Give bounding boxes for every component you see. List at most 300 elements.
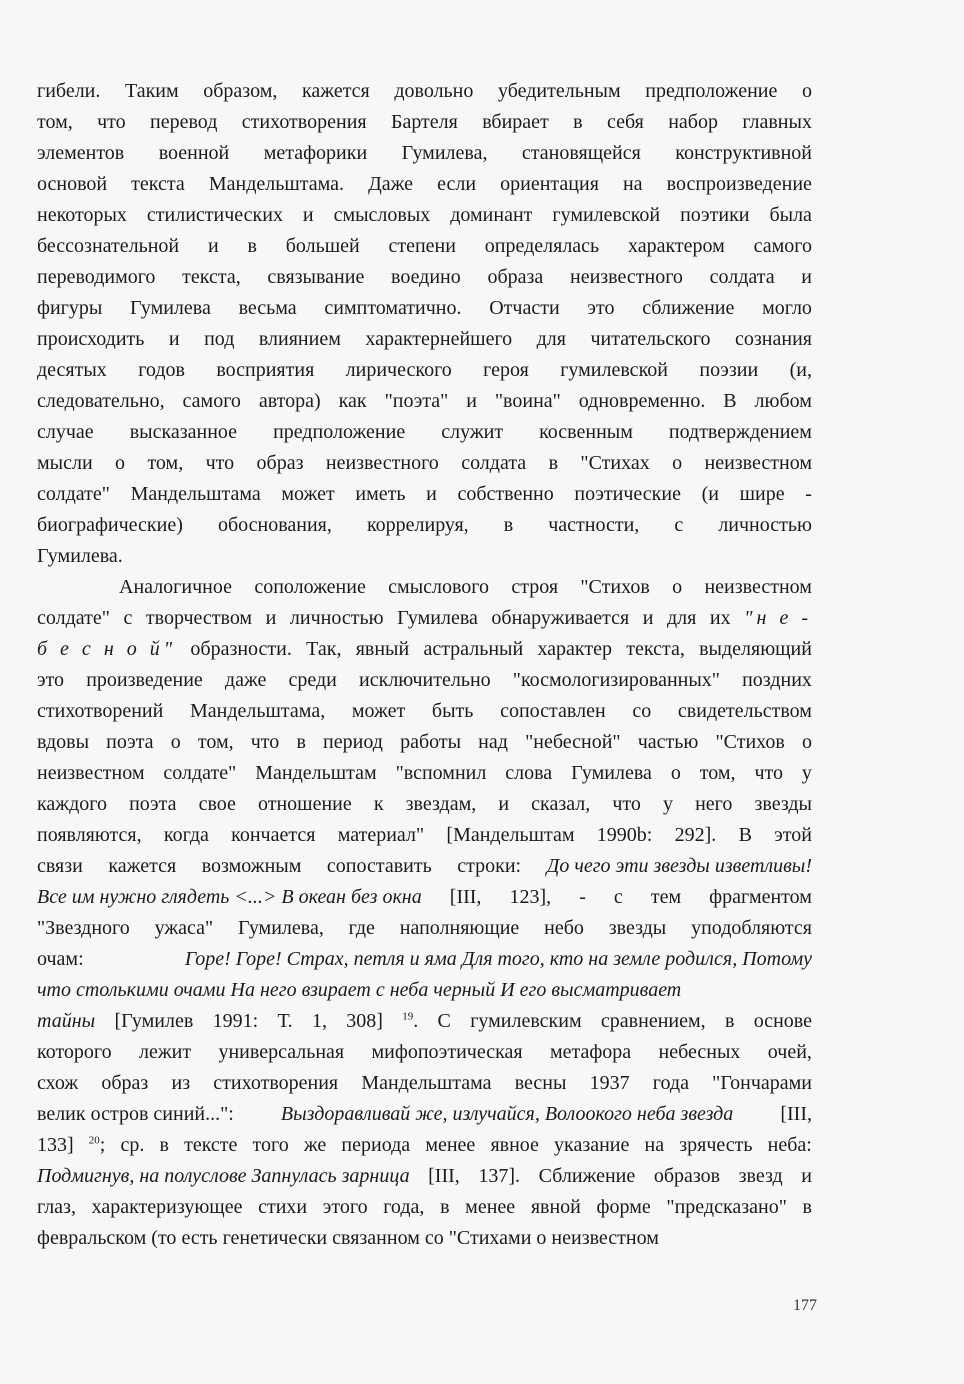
word: "Стихах [580,452,650,474]
word: основе [753,1010,812,1032]
word: тексте [184,1134,238,1156]
text-line [37,324,812,355]
word: том, [699,762,736,784]
word: Мандельштама, [190,700,326,722]
word: переводимого [37,266,156,288]
word: вдовы [37,731,90,753]
word: Гумилева [571,762,652,784]
word: в [503,514,514,536]
word: В [738,824,752,846]
word: восприятия [216,359,315,381]
word: 1990b: [596,824,653,846]
word: фигуры [37,297,103,319]
word: мысли [37,452,93,474]
word: Гумилева, [401,142,488,164]
word: и [168,328,180,350]
word: характером [627,235,725,257]
word: неизвестном [704,576,812,598]
word: среди [288,669,337,691]
text-line [37,355,812,386]
text-line [37,231,812,262]
text-line [37,913,812,944]
word: явное [490,1134,539,1156]
word: в [159,1134,169,1156]
word: иметь [355,483,406,505]
word: Все им нужно глядеть <...> В океан без окна [37,886,422,908]
text-line [37,1037,812,1068]
word: кончается [231,824,316,846]
word: и [801,266,812,288]
word: сопоставлен [500,700,606,722]
text-line [37,510,812,541]
word: весьма [238,297,297,319]
word: Сближение [538,1165,636,1187]
word: воедино [391,266,461,288]
word: о [672,576,683,598]
word: звезды [608,917,667,939]
word: гумилевским [470,1010,582,1032]
word: периода [341,1134,411,1156]
word: (то [151,1227,177,1249]
word: Гумилева, [238,917,324,939]
word: того [252,1134,289,1156]
word: "Стихов [715,731,785,753]
word: это [37,669,65,691]
word: материал" [337,824,425,846]
text-line [37,1192,812,1223]
text-line [37,603,812,634]
word: же [303,1134,327,1156]
word: как [338,390,367,412]
word: образом, [203,80,278,102]
word: 1991: [212,1010,259,1032]
word: этой [774,824,812,846]
word: над [478,731,508,753]
word: года, [383,1196,425,1218]
word: характернейшего [365,328,513,350]
word: поэзии [699,359,759,381]
word: фрагментом [709,886,812,908]
word: явной [530,1196,581,1218]
word: элементов [37,142,125,164]
word: творчеством [145,607,253,629]
text-line [37,1006,812,1037]
text-line [37,1068,812,1099]
text-line [37,169,812,200]
text-line [37,634,812,665]
word: частью [637,731,699,753]
word: сопоставить [326,855,432,877]
word: (и [701,483,719,505]
word: 1937 [589,1072,630,1094]
word: была [769,204,812,226]
word: самого [182,390,241,412]
word: неизвестном [37,762,145,784]
word: это [587,297,615,319]
word: солдата [709,266,775,288]
body-text [37,76,812,1254]
word: под [204,328,235,350]
word: выделяющий [699,638,812,660]
word: очам: [37,948,84,970]
word: где [348,917,375,939]
word: звезд [738,1165,783,1187]
word: В [723,390,737,412]
word: ориентация [500,173,599,195]
word: о [670,762,681,784]
word: связывание [267,266,365,288]
word: о [115,452,126,474]
word: каждого [37,793,107,815]
word: военной [158,142,230,164]
word: тем [650,886,682,908]
word: читательского [590,328,711,350]
word: основой [37,173,108,195]
word: исключительно [359,669,491,691]
word: "космологизированных" [512,669,720,691]
word: стихи [258,1196,308,1218]
word: "Звездного [37,917,130,939]
word: смыслового [388,576,490,598]
word: соположение [254,576,366,598]
word: Гумилева [397,607,478,629]
word: Мандельштама [361,1072,492,1094]
text-line [37,882,812,913]
word: Гумилева [130,297,211,319]
word: $^{19}$. [402,1010,419,1032]
word: самого [753,235,812,257]
word: схож [37,1072,79,1094]
word: на [644,1134,665,1156]
text-line [37,820,812,851]
word: текста, [182,266,241,288]
text-line [37,76,812,107]
word: что столькими очами На него взирает с неба черный И его высматривает [37,979,682,1001]
word: степени [388,235,456,257]
word: 123], [509,886,552,908]
word: которого [37,1041,112,1063]
word: указание [554,1134,630,1156]
word: довольно [394,80,474,102]
word: поэтические [574,483,681,505]
word: в [440,1196,450,1218]
word: зрячесть [679,1134,753,1156]
word: героя [483,359,529,381]
word: [III, [780,1103,812,1125]
word: что [250,731,280,753]
word: ср. [120,1134,145,1156]
word: поэта [106,731,154,753]
word: связанном [332,1227,420,1249]
word: работы [400,731,462,753]
word: года [652,1072,689,1094]
word: Бартеля [390,111,458,133]
word: их [709,607,731,629]
word: стихотворения [213,1072,339,1094]
word: него [695,793,733,815]
text-line [37,479,812,510]
word: глаз, [37,1196,76,1218]
word: у [801,762,812,784]
text-line [37,262,812,293]
word: со [632,700,652,722]
word: и [426,483,437,505]
word: поздних [742,669,812,691]
word: "Стихов [580,576,650,598]
word: Отчасти [489,297,560,319]
word: большей [285,235,360,257]
word: становящейся [521,142,641,164]
word: убедительным [497,80,621,102]
word: образов [653,1165,721,1187]
word: шире [739,483,785,505]
word: неба: [767,1134,812,1156]
word: метафорики [263,142,368,164]
text-line [37,975,812,1006]
word: себя [606,111,644,133]
text-line [37,1099,812,1130]
word: период [323,731,383,753]
word: [Гумилев [114,1010,194,1032]
word: 308] [346,1010,383,1032]
text-line [37,293,812,324]
word: сравнением, [600,1010,706,1032]
word: текста [131,173,185,195]
text-line [37,789,812,820]
word: наполняющие [399,917,520,939]
word: форме [596,1196,651,1218]
word: метафора [549,1041,632,1063]
word: некоторых [37,204,127,226]
text-line [37,1223,812,1254]
word: с [674,514,684,536]
word: гумилевской [552,204,661,226]
word: [Мандельштам [446,824,575,846]
word: у [663,793,673,815]
word: и [498,793,510,815]
word: в [296,731,306,753]
word: доминант [450,204,533,226]
word: из [171,1072,191,1094]
word: явный [355,638,410,660]
word: сказал, [531,793,591,815]
word: генетически [222,1227,328,1249]
word: сближение [642,297,735,319]
word: Мандельштама [130,483,261,505]
text-line [37,448,812,479]
word: появляются, [37,824,142,846]
word: что [754,762,783,784]
word: велик остров синий...": [37,1103,234,1125]
word: биографические) [37,514,183,536]
text-line [37,541,812,572]
word: отношение [258,793,352,815]
word: автора) [258,390,321,412]
word: свое [198,793,236,815]
word: перевод [150,111,218,133]
word: служит [441,421,504,443]
word: солдата [461,452,527,474]
word: быть [431,700,474,722]
word: "поэта" [384,390,449,412]
word: для [536,328,566,350]
word: "предсказано" [666,1196,787,1218]
word: обнаруживается [491,607,630,629]
word: "небесной" [525,731,621,753]
word: Выздоравливай же, излучайся, Волоокого неба звезда [280,1103,734,1125]
word: Так, [306,638,342,660]
word: и [207,235,219,257]
word: Гумилева. [37,545,123,567]
word: менее [465,1196,516,1218]
word: звездам, [405,793,477,815]
word: - [579,886,586,908]
word: текста, [626,638,685,660]
word: том, [197,731,234,753]
word: с [613,886,623,908]
word: десятых [37,359,107,381]
word: неизвестном [704,452,812,474]
word: если [437,173,477,195]
word: мифопоэтическая [371,1041,523,1063]
text-line [37,1130,812,1161]
word: обоснования, [217,514,332,536]
word: уподобляются [691,917,812,939]
word: весны [514,1072,567,1094]
word: главных [742,111,812,133]
word: косвенным [539,421,633,443]
word: [III, [428,1165,460,1187]
word: том, [37,111,73,133]
word: "Стихами [448,1227,532,1249]
word: о [801,731,812,753]
word: Аналогичное [119,576,232,598]
word: образности. [190,638,292,660]
word: февральском [37,1227,147,1249]
word: кажется [108,855,177,877]
word: воспроизведение [666,173,812,195]
word: астральный [423,638,524,660]
word: тайны [37,1010,96,1032]
word: Горе! Горе! Страх, петля и яма Для того, кто на земле родился, Потому [184,948,812,970]
word: для [666,607,697,629]
word: Т. [277,1010,293,1032]
word: образ [256,452,304,474]
word: универсальная [218,1041,345,1063]
text-line [37,200,812,231]
text-line [37,944,812,975]
word: частности, [548,514,640,536]
word: что [205,452,235,474]
word: личностью [289,607,384,629]
word: этого [322,1196,368,1218]
word: и [801,1165,812,1187]
word: строки: [457,855,522,877]
word: и [466,390,477,412]
word: что [612,793,641,815]
text-line [37,851,812,882]
word: лежит [138,1041,192,1063]
text-line [37,665,812,696]
word: о [536,1227,547,1249]
word: "воина" [494,390,561,412]
word: стилистических [146,204,283,226]
word: 292]. [674,824,717,846]
word: неизвестного [569,266,683,288]
word: набор [668,111,718,133]
word: предположение [645,80,778,102]
word: очей, [767,1041,812,1063]
text-line [37,417,812,448]
word: связи [37,855,83,877]
word: гибели. [37,80,101,102]
word: строя [511,576,559,598]
word: могло [762,297,812,319]
word: Подмигнув, на полуслове Запнулась зарница [37,1165,410,1187]
word: С [437,1010,451,1032]
word: о [170,731,181,753]
word: Мандельштама. [208,173,345,195]
word: происходить [37,328,145,350]
word: любом [754,390,812,412]
text-line [37,727,812,758]
word: том, [147,452,184,474]
word: 1, [311,1010,327,1032]
word: годов [138,359,185,381]
word: произведение [86,669,203,691]
word: характер [537,638,612,660]
word: на [622,173,643,195]
word: небесных [658,1041,741,1063]
word: и [642,607,654,629]
word: стихотворения [241,111,367,133]
word: солдате" [37,483,110,505]
text-line [37,758,812,789]
word: сознания [735,328,812,350]
word: До чего эти звезды изветливы! [546,855,812,877]
word: солдате" [37,607,110,629]
word: в [802,1196,812,1218]
word: гумилевской [560,359,668,381]
word: когда [163,824,209,846]
word: подтверждением [668,421,812,443]
word: в [548,452,559,474]
text-line [37,386,812,417]
word: характеризующее [91,1196,243,1218]
word: случае [37,421,94,443]
word: влиянием [258,328,341,350]
word: свидетельством [677,700,812,722]
word: 137]. [478,1165,521,1187]
word: есть [181,1227,218,1249]
word: стихотворений [37,700,164,722]
word: слова [505,762,553,784]
word: б е с н о й" [37,638,177,660]
text-line [37,572,812,603]
word: даже [224,669,267,691]
text-line [37,138,812,169]
word: поэта [129,793,177,815]
word: следовательно, [37,390,165,412]
word: образ [101,1072,149,1094]
word: может [281,483,335,505]
word: собственно [457,483,554,505]
word: "Гончарами [712,1072,812,1094]
word: "вспомнил [395,762,487,784]
word: (и, [789,359,812,381]
word: о [801,80,812,102]
word: конструктивной [675,142,812,164]
